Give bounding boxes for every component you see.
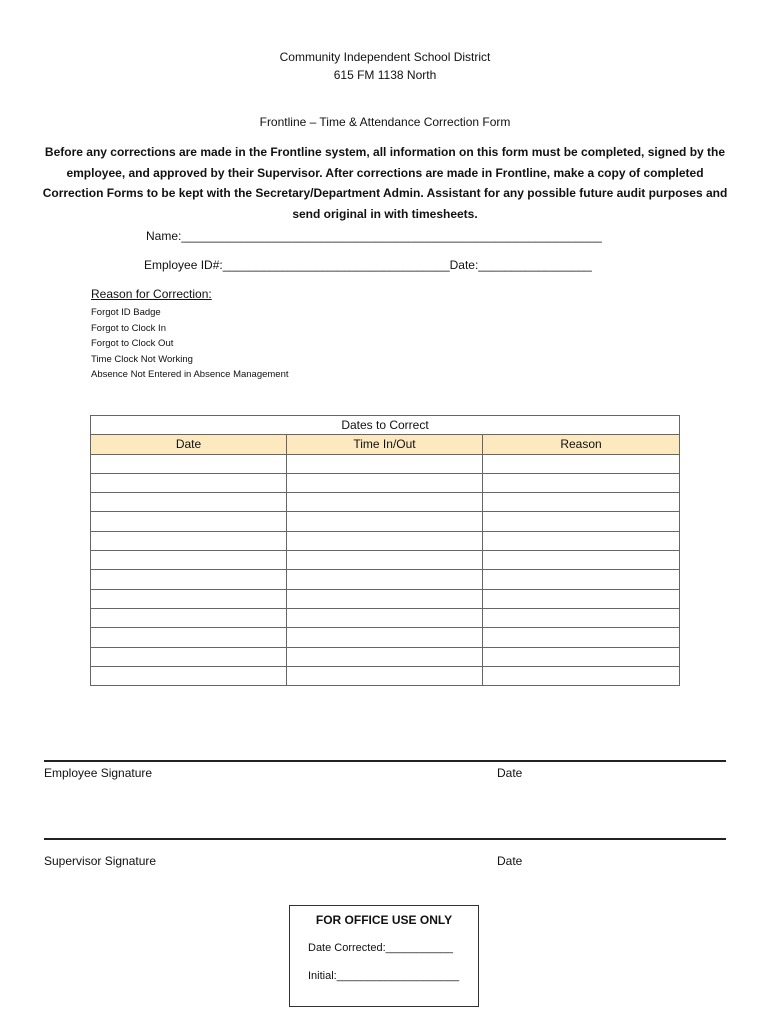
time-cell[interactable]	[287, 589, 483, 608]
dates-table	[90, 415, 680, 686]
employee-date-label: Date	[497, 766, 523, 780]
reason-item: Forgot ID Badge	[91, 307, 161, 318]
column-header-date: Date	[91, 435, 287, 454]
time-cell[interactable]	[287, 608, 483, 627]
time-cell[interactable]	[287, 647, 483, 666]
reason-item: Forgot to Clock Out	[91, 338, 174, 349]
column-header-time: Time In/Out	[287, 435, 483, 454]
employee-id-field[interactable]: Employee ID#:__________________________________	[144, 258, 450, 272]
table-row	[91, 647, 680, 666]
instructions-paragraph: Before any corrections are made in the Frontline system, all information on this form must be completed, signed by the employee, and approved by their Supervisor. After corrections are made in Frontline, make a copy of completed Correction Forms to be kept with the Secretary/Department Admin. Assistant for any possible future audit purposes and send original in with timesheets.	[42, 145, 728, 221]
time-cell[interactable]	[287, 570, 483, 589]
reason-title: Reason for Correction:	[91, 287, 212, 301]
date-cell[interactable]	[91, 454, 287, 473]
date-field[interactable]: Date:_________________	[449, 258, 592, 272]
reason-cell[interactable]	[483, 628, 680, 647]
time-cell[interactable]	[287, 551, 483, 570]
time-cell[interactable]	[287, 473, 483, 492]
organization-header	[0, 48, 770, 84]
table-row	[91, 473, 680, 492]
date-cell[interactable]	[91, 666, 287, 685]
reason-item: Absence Not Entered in Absence Management	[91, 369, 289, 380]
form-title: Frontline – Time & Attendance Correction Form	[259, 115, 511, 129]
reason-cell[interactable]	[483, 531, 680, 550]
time-cell[interactable]	[287, 512, 483, 531]
employee-signature-line[interactable]	[44, 760, 726, 762]
supervisor-signature-line[interactable]	[44, 838, 726, 840]
time-cell[interactable]	[287, 628, 483, 647]
reason-item: Time Clock Not Working	[91, 353, 193, 365]
reason-cell[interactable]	[483, 608, 680, 627]
date-cell[interactable]	[91, 531, 287, 550]
name-field[interactable]: Name:_______________________________________________________________	[146, 229, 602, 243]
reason-item: Forgot to Clock In	[91, 322, 166, 334]
initial-field[interactable]: Initial:____________________	[308, 970, 460, 982]
time-cell[interactable]	[287, 531, 483, 550]
reason-cell[interactable]	[483, 473, 680, 492]
reason-cell[interactable]	[483, 570, 680, 589]
table-row	[91, 551, 680, 570]
date-corrected-field[interactable]: Date Corrected:___________	[308, 942, 453, 954]
dates-table-body	[91, 454, 680, 686]
reason-cell[interactable]	[483, 512, 680, 531]
supervisor-date-label: Date	[497, 854, 523, 868]
reason-cell[interactable]	[483, 666, 680, 685]
supervisor-signature-label: Supervisor Signature	[44, 854, 157, 868]
date-cell[interactable]	[91, 589, 287, 608]
reason-cell[interactable]	[483, 454, 680, 473]
office-use-box	[289, 905, 479, 1007]
time-cell[interactable]	[287, 454, 483, 473]
date-cell[interactable]	[91, 608, 287, 627]
reason-cell[interactable]	[483, 493, 680, 512]
reason-cell[interactable]	[483, 551, 680, 570]
time-cell[interactable]	[287, 493, 483, 512]
table-row	[91, 570, 680, 589]
table-row	[91, 531, 680, 550]
table-row	[91, 666, 680, 685]
reason-cell[interactable]	[483, 647, 680, 666]
date-cell[interactable]	[91, 473, 287, 492]
table-row	[91, 493, 680, 512]
table-row	[91, 454, 680, 473]
table-row	[91, 589, 680, 608]
date-cell[interactable]	[91, 647, 287, 666]
table-row	[91, 628, 680, 647]
date-cell[interactable]	[91, 551, 287, 570]
organization-address: 615 FM 1138 North	[333, 68, 437, 82]
employee-id-row	[144, 258, 592, 272]
column-header-reason: Reason	[483, 435, 680, 454]
reason-cell[interactable]	[483, 589, 680, 608]
date-cell[interactable]	[91, 628, 287, 647]
employee-signature-label: Employee Signature	[44, 766, 153, 780]
table-row	[91, 512, 680, 531]
date-cell[interactable]	[91, 493, 287, 512]
date-cell[interactable]	[91, 512, 287, 531]
table-caption: Dates to Correct	[91, 416, 680, 435]
reason-list	[91, 305, 289, 383]
time-cell[interactable]	[287, 666, 483, 685]
office-use-title: FOR OFFICE USE ONLY	[315, 913, 453, 927]
date-cell[interactable]	[91, 570, 287, 589]
table-row	[91, 608, 680, 627]
organization-name: Community Independent School District	[279, 50, 491, 64]
